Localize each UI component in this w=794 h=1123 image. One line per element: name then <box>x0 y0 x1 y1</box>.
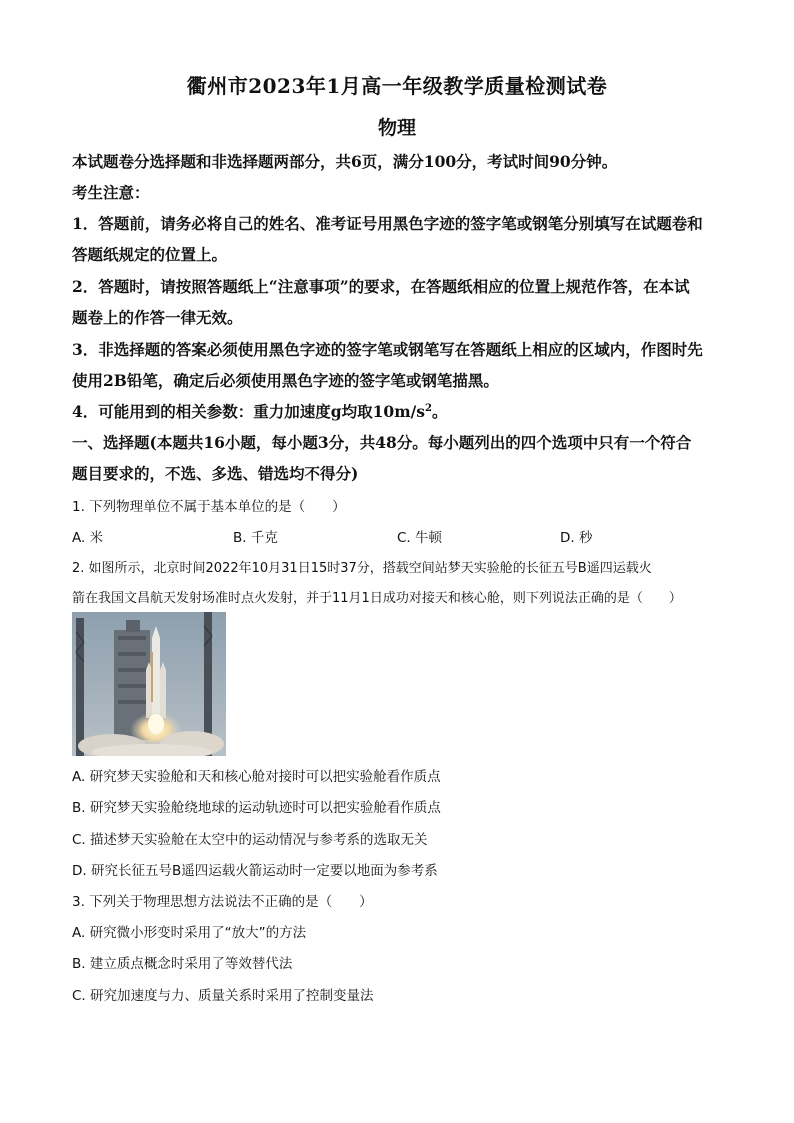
notice-item-3-line-2: 使用2B铅笔，确定后必须使用黑色字迹的签字笔或钢笔描黑。 <box>72 371 499 390</box>
q2-stem-line-1: 2. 如图所示，北京时间2022年10月31日15时37分，搭载空间站梦天实验舱的长征五号B遥四运载火 <box>72 561 652 576</box>
notice-item-3-line-1: 3．非选择题的答案必须使用黑色字迹的签字笔或钢笔写在答题纸上相应的区域内，作图时先 <box>72 340 703 359</box>
notice-item-4-end: 。 <box>431 402 448 421</box>
notice-item-2-line-1: 2．答题时，请按照答题纸上“注意事项”的要求，在答题纸相应的位置上规范作答，在本试 <box>72 277 690 296</box>
notice-item-4-exponent: 2 <box>424 402 432 414</box>
notice-label: 考生注意： <box>72 183 150 202</box>
q3-stem: 3. 下列关于物理思想方法说法不正确的是（ ） <box>72 894 373 910</box>
notice-item-1-line-2: 答题纸规定的位置上。 <box>72 245 228 264</box>
section-heading-line-1: 一、选择题(本题共16小题，每小题3分，共48分。每小题列出的四个选项中只有一个符合 <box>72 433 692 452</box>
subject-title: 物理 <box>377 117 416 139</box>
q2-option-c: C. 描述梦天实验舱在太空中的运动情况与参考系的选取无关 <box>72 832 428 848</box>
notice-item-4 <box>72 400 732 422</box>
notice-item-4-text: 4．可能用到的相关参数：重力加速度g均取10m/s <box>72 402 425 421</box>
q1-option-b: B. 千克 <box>233 530 278 546</box>
exam-title: 衢州市2023年1月高一年级教学质量检测试卷 <box>186 74 608 98</box>
q2-option-b: B. 研究梦天实验舱绕地球的运动轨迹时可以把实验舱看作质点 <box>72 800 441 816</box>
q2-option-d: D. 研究长征五号B遥四运载火箭运动时一定要以地面为参考系 <box>72 863 438 879</box>
q2-stem-line-2: 箭在我国文昌航天发射场准时点火发射，并于11月1日成功对接天和核心舱，则下列说法正确的是（ ） <box>72 591 682 606</box>
rocket-launch-photo <box>72 612 226 756</box>
intro-text: 本试题卷分选择题和非选择题两部分，共6页，满分100分，考试时间90分钟。 <box>72 152 618 171</box>
q3-option-a: A. 研究微小形变时采用了“放大”的方法 <box>72 925 307 941</box>
notice-item-2-line-2: 题卷上的作答一律无效。 <box>72 308 243 327</box>
q1-option-d: D. 秒 <box>560 530 593 546</box>
q3-option-b: B. 建立质点概念时采用了等效替代法 <box>72 956 293 972</box>
q1-option-c: C. 牛顿 <box>397 530 443 546</box>
q3-option-c: C. 研究加速度与力、质量关系时采用了控制变量法 <box>72 988 374 1004</box>
q2-option-a: A. 研究梦天实验舱和天和核心舱对接时可以把实验舱看作质点 <box>72 769 441 785</box>
section-heading-line-2: 题目要求的，不选、多选、错选均不得分) <box>72 464 359 483</box>
q1-option-a: A. 米 <box>72 530 104 546</box>
notice-item-1-line-1: 1．答题前，请务必将自己的姓名、准考证号用黑色字迹的签字笔或钢笔分别填写在试题卷和 <box>72 214 703 233</box>
q1-stem: 1. 下列物理单位不属于基本单位的是（ ） <box>72 499 346 515</box>
